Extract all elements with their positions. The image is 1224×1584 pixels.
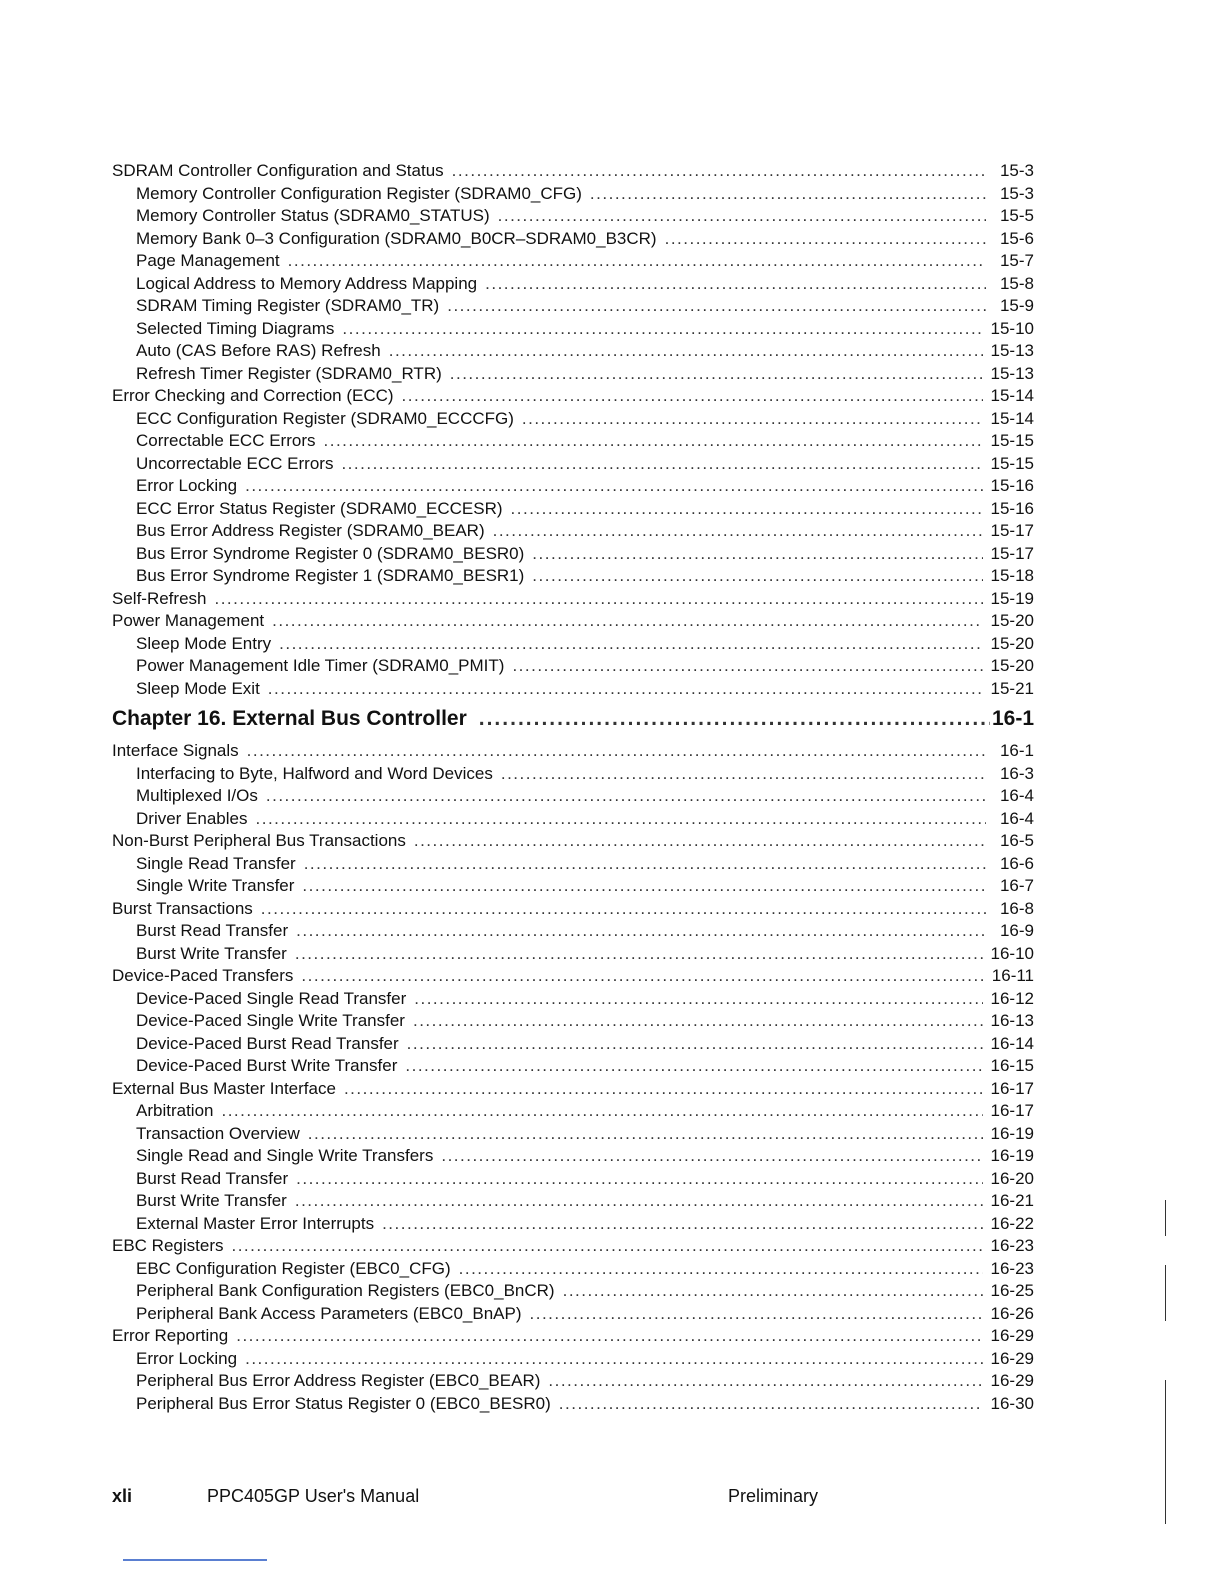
- toc-entry: [112, 1123, 1034, 1146]
- toc-entry: [112, 588, 1034, 611]
- footer-manual-title: PPC405GP User's Manual: [207, 1486, 420, 1506]
- dot-leader: [548, 1370, 982, 1393]
- toc-entry-page: 15-13: [990, 363, 1034, 383]
- toc-entry-page: 16-19: [990, 1123, 1034, 1143]
- toc-entry-title: Single Write Transfer: [136, 876, 295, 895]
- toc-entry: [112, 1010, 1034, 1033]
- toc-entry: [112, 633, 1034, 656]
- toc-entry-page: 16-4: [999, 786, 1034, 805]
- toc-entry: [112, 408, 1034, 431]
- toc-entry-page: 16-14: [990, 1033, 1034, 1053]
- dot-leader: [459, 1258, 983, 1281]
- toc-entry: [112, 273, 1034, 296]
- toc-entry-title: Peripheral Bank Configuration Registers (EBC0_BnCR): [136, 1281, 555, 1300]
- dot-leader: [512, 655, 982, 678]
- toc-entry: [112, 943, 1034, 966]
- dot-leader: [245, 1348, 982, 1371]
- dot-leader: [452, 160, 986, 183]
- dot-leader: [296, 920, 986, 943]
- toc-entry-title: ECC Error Status Register (SDRAM0_ECCESR): [136, 498, 503, 518]
- toc-entry-title: Device-Paced Burst Write Transfer: [136, 1056, 398, 1075]
- dot-leader: [342, 318, 982, 341]
- toc-entry-title: Logical Address to Memory Address Mapping: [136, 273, 478, 293]
- toc-entry-page: 16-11: [991, 966, 1034, 985]
- dot-leader: [563, 1280, 983, 1303]
- toc-entry-page: 16-9: [999, 921, 1034, 940]
- toc-entry: [112, 1303, 1034, 1326]
- dot-leader: [414, 830, 986, 853]
- dot-leader: [272, 610, 982, 633]
- table-of-contents: [112, 160, 1034, 1415]
- toc-entry: [112, 250, 1034, 273]
- toc-entry-page: 15-21: [990, 678, 1034, 698]
- toc-entry-title: SDRAM Controller Configuration and Status: [112, 161, 444, 180]
- toc-entry: [112, 228, 1034, 251]
- toc-entry: [112, 565, 1034, 588]
- toc-entry-page: 16-3: [999, 763, 1034, 783]
- toc-entry-page: 15-5: [999, 206, 1034, 225]
- toc-entry: [112, 1190, 1034, 1213]
- toc-entry-title: Error Locking: [136, 476, 238, 495]
- dot-leader: [295, 943, 983, 966]
- toc-entry-title: Interface Signals: [112, 741, 239, 760]
- toc-entry: [112, 385, 1034, 408]
- toc-entry-title: Error Checking and Correction (ECC): [112, 386, 394, 405]
- toc-entry-page: 16-30: [990, 1393, 1034, 1413]
- toc-entry-page: 15-3: [999, 183, 1034, 203]
- toc-entry-page: 15-20: [990, 656, 1034, 675]
- toc-entry-title: Device-Paced Single Write Transfer: [136, 1011, 405, 1030]
- toc-entry-title: Sleep Mode Exit: [136, 678, 260, 698]
- dot-leader: [382, 1213, 982, 1236]
- toc-entry-page: 15-8: [999, 273, 1034, 293]
- toc-entry-title: Uncorrectable ECC Errors: [136, 453, 334, 473]
- toc-entry-page: 16-10: [990, 943, 1034, 963]
- toc-entry-title: Memory Controller Status (SDRAM0_STATUS): [136, 206, 490, 225]
- dot-leader: [501, 763, 986, 786]
- toc-entry-title: External Bus Master Interface: [112, 1078, 336, 1098]
- toc-entry: [112, 1100, 1034, 1123]
- dot-leader: [414, 988, 982, 1011]
- toc-entry-title: Non-Burst Peripheral Bus Transactions: [112, 831, 406, 850]
- toc-entry-page: 15-7: [999, 251, 1034, 270]
- toc-entry: [112, 1078, 1034, 1101]
- dot-leader: [407, 1033, 983, 1056]
- dot-leader: [405, 1055, 982, 1078]
- toc-entry-page: 15-20: [990, 633, 1034, 653]
- toc-entry-page: 16-23: [990, 1258, 1034, 1278]
- toc-entry: [112, 1145, 1034, 1168]
- dot-leader: [665, 228, 986, 251]
- toc-entry-title: Burst Write Transfer: [136, 943, 287, 963]
- toc-entry-page: 15-20: [990, 611, 1034, 630]
- toc-entry-page: 15-17: [990, 543, 1034, 563]
- toc-entry-title: Memory Controller Configuration Register (SDRAM0_CFG): [136, 183, 582, 203]
- toc-entry-title: Power Management Idle Timer (SDRAM0_PMIT): [136, 656, 505, 675]
- dot-leader: [413, 1010, 983, 1033]
- toc-entry-page: 15-9: [999, 296, 1034, 315]
- toc-entry-page: 16-19: [990, 1146, 1034, 1165]
- toc-entry: [112, 340, 1034, 363]
- toc-entry-title: Arbitration: [136, 1101, 214, 1120]
- toc-entry-page: 15-14: [990, 408, 1034, 428]
- dot-leader: [245, 475, 982, 498]
- toc-entry-page: 16-17: [990, 1101, 1034, 1120]
- toc-entry: [112, 183, 1034, 206]
- toc-entry-title: Sleep Mode Entry: [136, 633, 272, 653]
- toc-entry: [112, 363, 1034, 386]
- toc-entry-page: 16-23: [990, 1236, 1034, 1255]
- toc-entry: [112, 430, 1034, 453]
- toc-entry-page: 15-18: [990, 566, 1034, 585]
- toc-entry-title: Self-Refresh: [112, 588, 207, 608]
- toc-entry-title: Bus Error Syndrome Register 0 (SDRAM0_BESR0): [136, 543, 525, 563]
- dot-leader: [302, 875, 986, 898]
- toc-entry-page: 16-15: [990, 1056, 1034, 1075]
- toc-entry: [112, 295, 1034, 318]
- toc-entry: [112, 988, 1034, 1011]
- toc-entry-page: 15-10: [990, 318, 1034, 338]
- dot-leader: [247, 740, 986, 763]
- dot-leader: [493, 520, 983, 543]
- change-bar: [1165, 1265, 1166, 1321]
- toc-chapter-entry: [112, 702, 1034, 736]
- toc-entry-page: 16-25: [990, 1281, 1034, 1300]
- toc-entry-page: 15-3: [999, 161, 1034, 180]
- dot-leader: [532, 565, 982, 588]
- toc-entry: [112, 965, 1034, 988]
- toc-entry-title: ECC Configuration Register (SDRAM0_ECCCFG): [136, 408, 514, 428]
- toc-entry: [112, 898, 1034, 921]
- toc-entry: [112, 785, 1034, 808]
- toc-entry-title: Interfacing to Byte, Halfword and Word Devices: [136, 763, 493, 783]
- dot-leader: [344, 1078, 983, 1101]
- toc-entry-page: 15-15: [990, 431, 1034, 450]
- dot-leader: [590, 183, 986, 206]
- toc-entry-title: Power Management: [112, 611, 265, 630]
- toc-entry-title: Peripheral Bus Error Address Register (EBC0_BEAR): [136, 1371, 541, 1390]
- toc-entry: [112, 853, 1034, 876]
- toc-entry-page: 15-6: [999, 228, 1034, 248]
- toc-entry: [112, 1325, 1034, 1348]
- toc-entry-title: Driver Enables: [136, 808, 248, 828]
- toc-entry-title: Device-Paced Single Read Transfer: [136, 988, 407, 1008]
- toc-entry: [112, 830, 1034, 853]
- toc-entry-title: Memory Bank 0–3 Configuration (SDRAM0_B0CR–SDRAM0_B3CR): [136, 228, 657, 248]
- dot-leader: [324, 430, 983, 453]
- toc-entry-title: Correctable ECC Errors: [136, 431, 316, 450]
- toc-entry-title: Bus Error Syndrome Register 1 (SDRAM0_BESR1): [136, 566, 525, 585]
- toc-entry-page: 16-4: [999, 808, 1034, 828]
- toc-entry-page: 15-17: [990, 521, 1034, 540]
- dot-leader: [341, 453, 982, 476]
- toc-entry: [112, 453, 1034, 476]
- dot-leader: [402, 385, 983, 408]
- toc-entry-title: Single Read Transfer: [136, 853, 296, 873]
- toc-entry-title: Refresh Timer Register (SDRAM0_RTR): [136, 363, 442, 383]
- toc-entry-title: Burst Read Transfer: [136, 921, 289, 940]
- page-footer: [112, 1484, 1034, 1508]
- toc-entry-title: Error Locking: [136, 1348, 238, 1368]
- toc-entry-title: EBC Configuration Register (EBC0_CFG): [136, 1258, 451, 1278]
- toc-entry-page: 16-29: [990, 1326, 1034, 1345]
- dot-leader: [498, 205, 986, 228]
- dot-leader: [532, 543, 982, 566]
- dot-leader: [296, 1168, 982, 1191]
- toc-entry-title: SDRAM Timing Register (SDRAM0_TR): [136, 296, 440, 315]
- dot-leader: [231, 1235, 982, 1258]
- toc-entry: [112, 205, 1034, 228]
- toc-entry-title: Page Management: [136, 251, 280, 270]
- toc-entry-title: Single Read and Single Write Transfers: [136, 1146, 434, 1165]
- toc-entry-page: 16-13: [990, 1011, 1034, 1030]
- toc-entry-title: Burst Read Transfer: [136, 1168, 289, 1188]
- toc-entry-page: 16-6: [999, 853, 1034, 873]
- footer-status: Preliminary: [728, 1486, 819, 1506]
- toc-entry-page: 15-16: [990, 476, 1034, 495]
- toc-entry: [112, 1258, 1034, 1281]
- toc-entry: [112, 1235, 1034, 1258]
- toc-entry: [112, 318, 1034, 341]
- change-bar: [1165, 1200, 1166, 1236]
- dot-leader: [522, 408, 983, 431]
- dot-leader: [236, 1325, 982, 1348]
- dot-leader: [221, 1100, 982, 1123]
- footer-page-number: xli: [112, 1486, 133, 1506]
- toc-entry-title: Error Reporting: [112, 1326, 229, 1345]
- toc-entry: [112, 740, 1034, 763]
- toc-entry-title: EBC Registers: [112, 1236, 224, 1255]
- toc-entry-page: 16-17: [990, 1078, 1034, 1098]
- toc-entry-page: 15-16: [990, 498, 1034, 518]
- toc-entry-title: Chapter 16. External Bus Controller: [112, 707, 467, 730]
- dot-leader: [511, 498, 983, 521]
- toc-entry-title: Peripheral Bank Access Parameters (EBC0_BnAP): [136, 1303, 522, 1323]
- toc-entry-page: 16-20: [990, 1168, 1034, 1188]
- toc-entry: [112, 1370, 1034, 1393]
- toc-entry: [112, 1348, 1034, 1371]
- dot-leader: [266, 785, 986, 808]
- toc-entry-page: 16-26: [990, 1303, 1034, 1323]
- toc-entry-title: Burst Transactions: [112, 898, 253, 918]
- toc-entry-title: Transaction Overview: [136, 1123, 300, 1143]
- toc-entry: [112, 763, 1034, 786]
- dot-leader: [485, 273, 986, 296]
- toc-entry-page: 16-1: [991, 707, 1034, 730]
- toc-entry-page: 15-14: [990, 386, 1034, 405]
- dot-leader: [308, 1123, 983, 1146]
- bottom-rule: [123, 1559, 267, 1561]
- change-bar: [1165, 1380, 1166, 1524]
- toc-entry: [112, 160, 1034, 183]
- toc-entry-title: Burst Write Transfer: [136, 1191, 287, 1210]
- toc-entry: [112, 875, 1034, 898]
- toc-entry-page: 15-15: [990, 453, 1034, 473]
- dot-leader: [530, 1303, 983, 1326]
- toc-entry: [112, 610, 1034, 633]
- dot-leader: [447, 295, 986, 318]
- toc-entry: [112, 1033, 1034, 1056]
- toc-entry: [112, 498, 1034, 521]
- dot-leader: [288, 250, 986, 273]
- dot-leader: [268, 678, 983, 701]
- dot-leader: [279, 633, 982, 656]
- toc-entry-page: 16-29: [990, 1371, 1034, 1390]
- toc-entry-page: 15-19: [990, 588, 1034, 608]
- toc-entry-page: 16-1: [999, 741, 1034, 760]
- dot-leader: [214, 588, 982, 611]
- toc-entry-page: 16-8: [999, 898, 1034, 918]
- dot-leader: [261, 898, 986, 921]
- toc-entry-page: 16-29: [990, 1348, 1034, 1368]
- toc-entry-title: Selected Timing Diagrams: [136, 318, 335, 338]
- dot-leader: [441, 1145, 982, 1168]
- toc-entry-title: Multiplexed I/Os: [136, 786, 258, 805]
- toc-entry: [112, 678, 1034, 701]
- toc-entry: [112, 1280, 1034, 1303]
- toc-entry: [112, 520, 1034, 543]
- dot-leader: [304, 853, 986, 876]
- dot-leader: [479, 702, 990, 736]
- toc-entry-title: External Master Error Interrupts: [136, 1213, 375, 1233]
- toc-entry: [112, 1393, 1034, 1416]
- toc-entry-page: 16-5: [999, 831, 1034, 850]
- toc-entry-title: Device-Paced Burst Read Transfer: [136, 1033, 399, 1053]
- toc-entry-title: Device-Paced Transfers: [112, 966, 294, 985]
- toc-entry-page: 16-21: [990, 1191, 1034, 1210]
- dot-leader: [295, 1190, 983, 1213]
- toc-entry-page: 16-7: [999, 876, 1034, 895]
- toc-entry: [112, 475, 1034, 498]
- toc-entry: [112, 655, 1034, 678]
- toc-entry: [112, 1213, 1034, 1236]
- toc-entry-title: Bus Error Address Register (SDRAM0_BEAR): [136, 521, 485, 540]
- toc-entry-title: Peripheral Bus Error Status Register 0 (EBC0_BESR0): [136, 1393, 551, 1413]
- dot-leader: [450, 363, 983, 386]
- toc-entry-page: 16-12: [990, 988, 1034, 1008]
- toc-entry: [112, 543, 1034, 566]
- toc-entry-title: Auto (CAS Before RAS) Refresh: [136, 341, 381, 360]
- toc-entry: [112, 1168, 1034, 1191]
- dot-leader: [389, 340, 983, 363]
- dot-leader: [256, 808, 987, 831]
- dot-leader: [301, 965, 983, 988]
- dot-leader: [559, 1393, 983, 1416]
- toc-entry: [112, 920, 1034, 943]
- toc-entry: [112, 1055, 1034, 1078]
- toc-entry-page: 16-22: [990, 1213, 1034, 1233]
- toc-entry: [112, 808, 1034, 831]
- toc-entry-page: 15-13: [990, 341, 1034, 360]
